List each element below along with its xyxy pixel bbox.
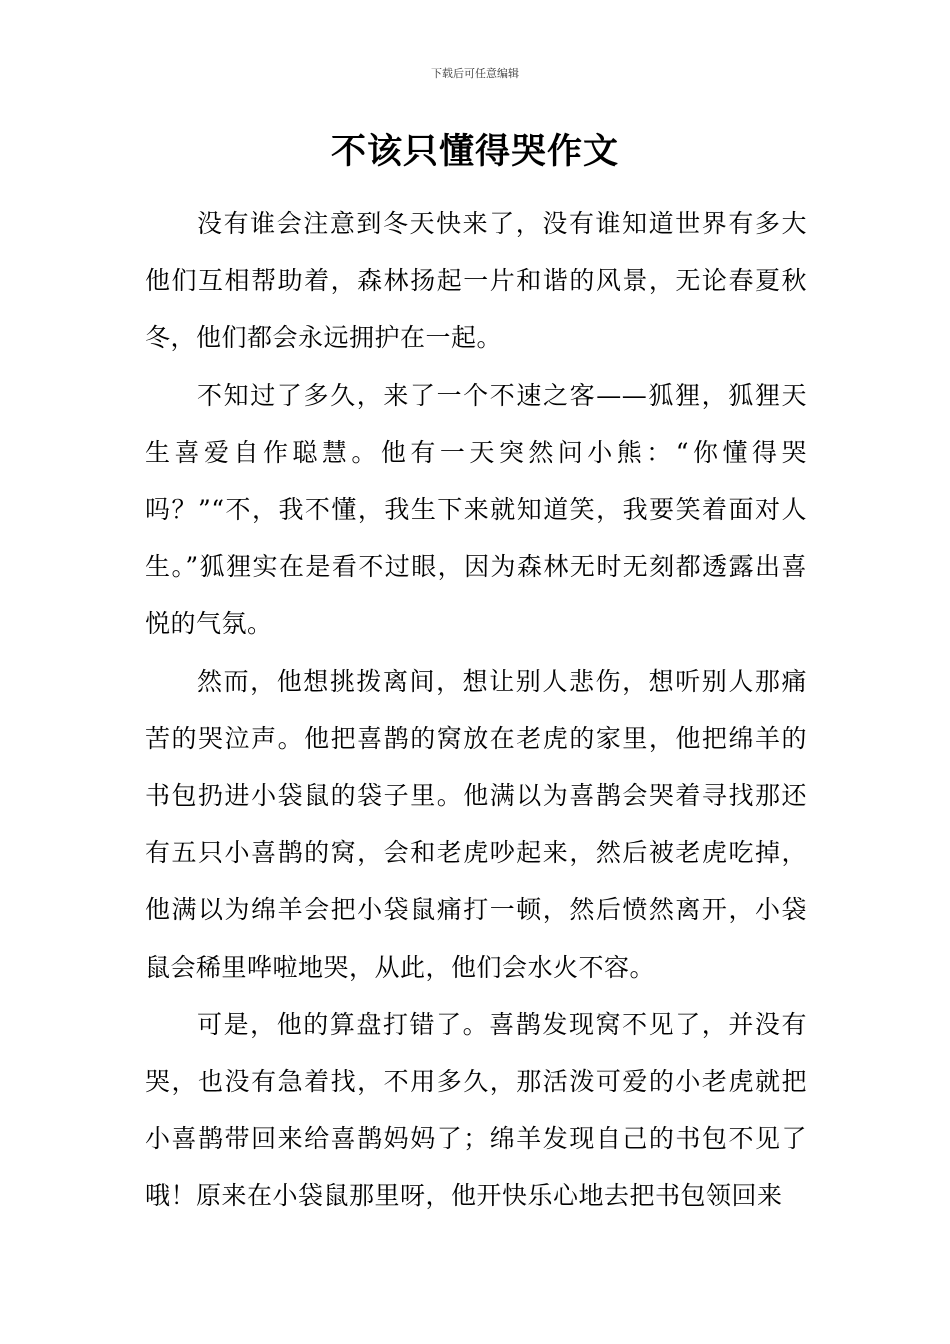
paragraph-4: 可是，他的算盘打错了。喜鹊发现窝不见了，并没有哭，也没有急着找，不用多久，那活泼可爱的小老虎就把小喜鹊带回来给喜鹊妈妈了；绵羊发现自己的书包不见了哦！原来在小袋鼠那里呀，他开快乐心地去把书包领回来 <box>145 1009 807 1211</box>
paragraph-3: 然而，他想挑拨离间，想让别人悲伤，想听别人那痛苦的哭泣声。他把喜鹊的窝放在老虎的家里，他把绵羊的书包扔进小袋鼠的袋子里。他满以为喜鹊会哭着寻找那还有五只小喜鹊的窝，会和老虎吵起来，然后被老虎吃掉，他满以为绵羊会把小袋鼠痛打一顿，然后愤然离开，小袋鼠会稀里哗啦地哭，从此，他们会水火不容。 <box>145 666 807 982</box>
paragraph-1: 没有谁会注意到冬天快来了，没有谁知道世界有多大他们互相帮助着，森林扬起一片和谐的风景，无论春夏秋冬，他们都会永远拥护在一起。 <box>145 209 807 353</box>
paragraph-2: 不知过了多久，来了一个不速之客——狐狸，狐狸天生喜爱自作聪慧。他有一天突然问小熊：“你懂得哭吗？”“不，我不懂，我生下来就知道笑，我要笑着面对人生。”狐狸实在是看不过眼，因为森林无时无刻都透露出喜悦的气氛。 <box>145 380 807 639</box>
document-body <box>145 195 807 1225</box>
document-title: 不该只懂得哭作文 <box>330 132 619 172</box>
page-header-note: 下载后可任意编辑 <box>431 67 519 80</box>
